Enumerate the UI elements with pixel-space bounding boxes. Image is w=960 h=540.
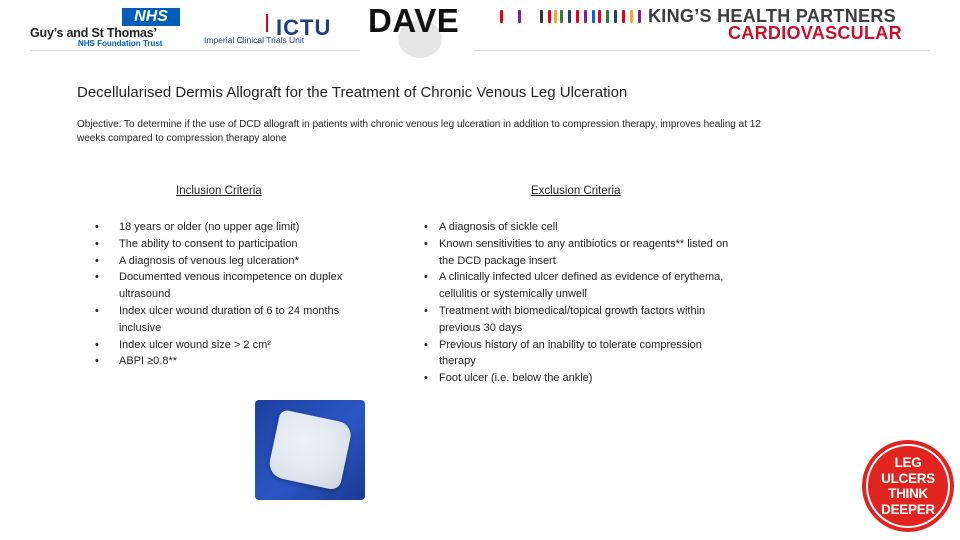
exclusion-heading: Exclusion Criteria <box>531 185 621 197</box>
header-divider-left <box>30 50 360 51</box>
list-item <box>95 303 351 337</box>
allograft-image <box>255 400 365 500</box>
inclusion-heading: Inclusion Criteria <box>176 185 262 197</box>
list-item-text: Documented venous incompetence on duplex ultrasound <box>119 271 343 301</box>
dave-title: DAVE <box>368 2 460 39</box>
list-item <box>95 253 351 270</box>
list-item <box>95 236 351 253</box>
guys-st-thomas-logo <box>30 6 180 48</box>
objective-text: Objective: To determine if the use of DCD allograft in patients with chronic venous leg ulceration in addition to compression therapy, improves healing at 12 weeks compared to compression therapy alone <box>77 119 761 144</box>
list-item-text: Treatment with biomedical/topical growth factors within previous 30 days <box>439 304 706 334</box>
ictu-logo <box>204 10 334 46</box>
leg-ulcers-badge <box>862 440 954 532</box>
bullet-icon: • <box>95 271 99 284</box>
ictu-title: ICTU <box>276 15 332 40</box>
list-item <box>424 303 739 337</box>
bullet-icon: • <box>424 338 428 351</box>
list-item-text: A diagnosis of sickle cell <box>439 221 558 233</box>
nhs-logo: NHS <box>122 8 180 26</box>
list-item-text: ABPI ≥0.8** <box>119 355 178 368</box>
badge-line-3: THINK <box>888 486 928 501</box>
dave-logo <box>368 2 474 58</box>
list-item <box>424 269 739 303</box>
bullet-icon: • <box>95 355 99 368</box>
khp-logo <box>498 4 938 50</box>
list-item-text: Previous history of an inability to tolerate compression therapy <box>439 338 702 368</box>
khp-figures-icon <box>498 10 644 24</box>
badge-line-1: LEG <box>894 455 922 470</box>
bullet-icon: • <box>95 254 99 267</box>
exclusion-list <box>424 219 739 387</box>
list-item-text: Index ulcer wound size > 2 cm² <box>119 338 271 351</box>
badge-text <box>862 455 954 517</box>
list-item <box>95 219 351 236</box>
list-item-text: 18 years or older (no upper age limit) <box>119 221 300 233</box>
list-item-text: Index ulcer wound duration of 6 to 24 months inclusive <box>119 304 340 334</box>
badge-line-4: DEEPER <box>881 501 935 517</box>
gst-name: Guy’s and St Thomas’ <box>30 26 157 40</box>
list-item-text: Known sensitivities to any antibiotics or reagents** listed on the DCD package insert <box>439 237 729 267</box>
bullet-icon: • <box>95 221 99 233</box>
khp-name: KING’S HEALTH PARTNERS <box>648 6 896 26</box>
dermis-patch-icon <box>267 409 354 491</box>
gst-trust-label: NHS Foundation Trust <box>78 39 163 48</box>
inclusion-list <box>95 219 351 370</box>
list-item-text: The ability to consent to participation <box>119 237 298 250</box>
list-item <box>95 337 351 354</box>
list-item-text: A clinically infected ulcer defined as evidence of erythema, cellulitis or systemically unwell <box>439 271 724 301</box>
list-item-text: Foot ulcer (i.e. below the ankle) <box>439 372 593 385</box>
ictu-subtitle: Imperial Clinical Trials Unit <box>204 35 305 45</box>
bullet-icon: • <box>424 372 428 385</box>
list-item <box>424 337 739 371</box>
logo-bar <box>0 0 960 52</box>
bullet-icon: • <box>424 221 428 233</box>
slide-title: Decellularised Dermis Allograft for the Treatment of Chronic Venous Leg Ulceration <box>77 84 628 101</box>
list-item <box>424 219 739 236</box>
ictu-mark-icon <box>266 14 276 32</box>
list-item <box>424 236 739 270</box>
bullet-icon: • <box>424 237 428 250</box>
list-item <box>95 353 351 370</box>
list-item <box>95 269 351 303</box>
khp-subtitle: CARDIOVASCULAR <box>728 23 902 43</box>
bullet-icon: • <box>424 304 428 317</box>
badge-line-2: ULCERS <box>881 470 935 486</box>
bullet-icon: • <box>95 237 99 250</box>
bullet-icon: • <box>95 338 99 351</box>
list-item <box>424 370 739 387</box>
list-item-text: A diagnosis of venous leg ulceration* <box>119 254 299 267</box>
header-divider-right <box>474 50 930 51</box>
bullet-icon: • <box>424 271 428 284</box>
bullet-icon: • <box>95 304 99 317</box>
